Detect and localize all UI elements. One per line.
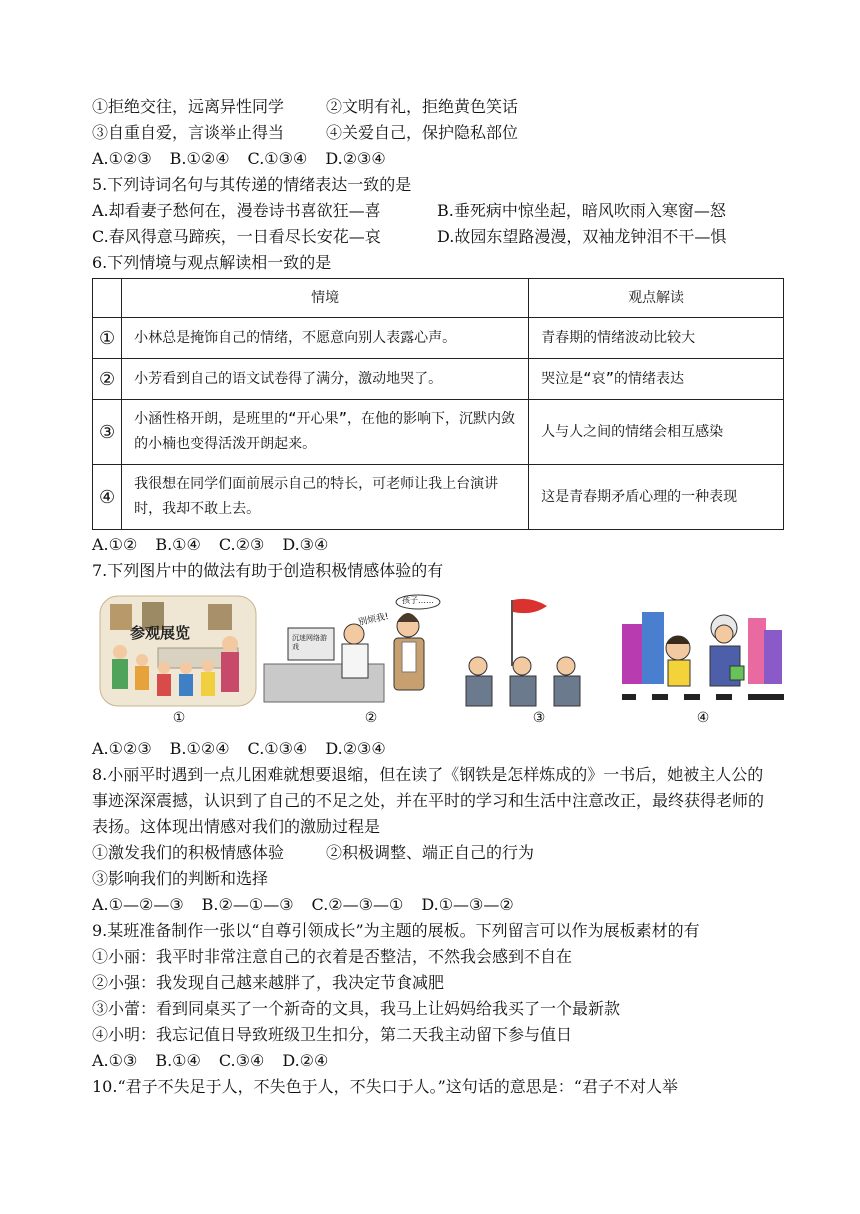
q7-picture-1 (98, 594, 258, 708)
q5-option-b: B.垂死病中惊坐起，暗风吹雨入寒窗—怒 (437, 201, 726, 220)
q6-header-scene: 情境 (122, 279, 529, 318)
q5-options-row-1 (92, 198, 782, 224)
exhibition-illustration (98, 594, 258, 708)
q7-option-a: A.①②③ (92, 739, 152, 758)
speech-bubble: 孩子…… (402, 596, 434, 605)
q8-options (92, 892, 782, 918)
q7-picture-2 (258, 594, 454, 708)
q5-stem: 5.下列诗词名句与其传递的情绪表达一致的是 (92, 175, 412, 194)
q7-picture-label-2: ② (364, 710, 378, 726)
q7-picture-3 (460, 594, 588, 708)
q6-row-number: ③ (93, 400, 122, 465)
gaming-conflict-illustration (258, 594, 454, 708)
q6-option-d: D.③④ (282, 535, 329, 554)
q6-row-view: 这是青春期矛盾心理的一种表现 (529, 465, 784, 530)
q4-item: ①拒绝交往，远离异性同学 (92, 97, 285, 116)
game-tag: 沉迷网络游戏 (292, 634, 327, 651)
q10-stem: 10.“君子不失足于人，不失色于人，不失口于人。”这句话的意思是：“君子不对人举 (92, 1077, 678, 1096)
q7-option-c: C.①③④ (247, 739, 308, 758)
q4-items-row-2 (92, 120, 782, 146)
q6-row-scene: 我很想在同学们面前展示自己的特长，可老师让我上台演讲时，我却不敢上去。 (122, 465, 529, 530)
q7-option-d: D.②③④ (325, 739, 386, 758)
q8-option-b: B.②—①—③ (201, 895, 294, 914)
q6-option-b: B.①④ (155, 535, 201, 554)
sign-text: 别烦我! (357, 611, 390, 629)
q7-stem: 7.下列图片中的做法有助于创造积极情感体验的有 (92, 561, 444, 580)
q6-header-no (93, 279, 122, 318)
q6-row-number: ① (93, 318, 122, 359)
q9-stem: 9.某班准备制作一张以“自尊引领成长”为主题的展板。下列留言可以作为展板素材的有 (92, 921, 700, 940)
q9-item: ①小丽：我平时非常注意自己的衣着是否整洁，不然我会感到不自在 (92, 947, 573, 966)
q4-option-b: B.①②④ (169, 149, 230, 168)
q7-pictures (92, 590, 782, 736)
q4-option-c: C.①③④ (247, 149, 308, 168)
q8-option-a: A.①—②—③ (92, 895, 184, 914)
table-row (93, 318, 784, 359)
q8-option-d: D.①—③—② (421, 895, 514, 914)
q6-table-header (93, 279, 784, 318)
q4-options (92, 146, 782, 172)
q6-option-c: C.②③ (218, 535, 265, 554)
q5-option-c: C.春风得意马蹄疾，一日看尽长安花—哀 (92, 227, 381, 246)
flag-salute-illustration (460, 594, 588, 708)
q7-option-b: B.①②④ (169, 739, 230, 758)
table-row (93, 400, 784, 465)
q7-picture-label-1: ① (172, 710, 186, 726)
q7-picture-label-4: ④ (696, 710, 710, 726)
q9-item: ③小蕾：看到同桌买了一个新奇的文具，我马上让妈妈给我买了一个最新款 (92, 999, 621, 1018)
q6-header-view: 观点解读 (529, 279, 784, 318)
table-row (93, 465, 784, 530)
q9-option-d: D.②④ (282, 1051, 329, 1070)
q9-option-a: A.①③ (92, 1051, 138, 1070)
q6-row-view: 青春期的情绪波动比较大 (529, 318, 784, 359)
q6-row-number: ④ (93, 465, 122, 530)
q9-option-c: C.③④ (218, 1051, 265, 1070)
q8-items-row-1 (92, 840, 782, 866)
q8-item: ③影响我们的判断和选择 (92, 869, 269, 888)
q7-picture-label-3: ③ (532, 710, 546, 726)
q5-option-a: A.却看妻子愁何在，漫卷诗书喜欲狂—喜 (92, 201, 381, 220)
q6-row-view: 哭泣是“哀”的情绪表达 (529, 359, 784, 400)
q6-row-number: ② (93, 359, 122, 400)
q4-option-d: D.②③④ (325, 149, 386, 168)
q9-options (92, 1048, 782, 1074)
q5-options-row-2 (92, 224, 782, 250)
q6-row-scene: 小芳看到自己的语文试卷得了满分，激动地哭了。 (122, 359, 529, 400)
q6-table (92, 278, 784, 530)
q4-items-row-1 (92, 94, 782, 120)
q9-item: ④小明：我忘记值日导致班级卫生扣分，第二天我主动留下参与值日 (92, 1025, 573, 1044)
q6-option-a: A.①② (92, 535, 138, 554)
exhibition-caption: 参观展览 (130, 624, 191, 642)
q6-stem: 6.下列情境与观点解读相一致的是 (92, 253, 332, 272)
table-row (93, 359, 784, 400)
q8-option-c: C.②—③—① (311, 895, 404, 914)
q8-item: ①激发我们的积极情感体验 (92, 843, 285, 862)
q8-stem: 8.小丽平时遇到一点儿困难就想要退缩，但在读了《钢铁是怎样炼成的》一书后，她被主人公的事迹深深震撼，认识到了自己的不足之处，并在平时的学习和生活中注意改正，最终获得老师的表扬。这体现出情感对我们的激励过程是 (92, 765, 765, 836)
q9-item: ②小强：我发现自己越来越胖了，我决定节食减肥 (92, 973, 445, 992)
q4-item: ③自重自爱，言谈举止得当 (92, 123, 285, 142)
q8-item: ②积极调整、端正自己的行为 (326, 843, 535, 862)
q4-item: ④关爱自己，保护隐私部位 (326, 123, 519, 142)
q6-row-scene: 小涵性格开朗，是班里的“开心果”，在他的影响下，沉默内敛的小楠也变得活泼开朗起来。 (122, 400, 529, 465)
q7-options (92, 736, 782, 762)
q4-item: ②文明有礼，拒绝黄色笑话 (326, 97, 519, 116)
help-elderly-illustration (622, 594, 784, 708)
flag-icon (513, 599, 547, 613)
q5-option-d: D.故园东望路漫漫，双袖龙钟泪不干—惧 (437, 227, 727, 246)
q7-picture-4 (622, 594, 784, 708)
q6-row-scene: 小林总是掩饰自己的情绪，不愿意向别人表露心声。 (122, 318, 529, 359)
q4-option-a: A.①②③ (92, 149, 152, 168)
q6-row-view: 人与人之间的情绪会相互感染 (529, 400, 784, 465)
q6-options (92, 532, 782, 558)
q9-option-b: B.①④ (155, 1051, 201, 1070)
exam-page (92, 94, 782, 1100)
